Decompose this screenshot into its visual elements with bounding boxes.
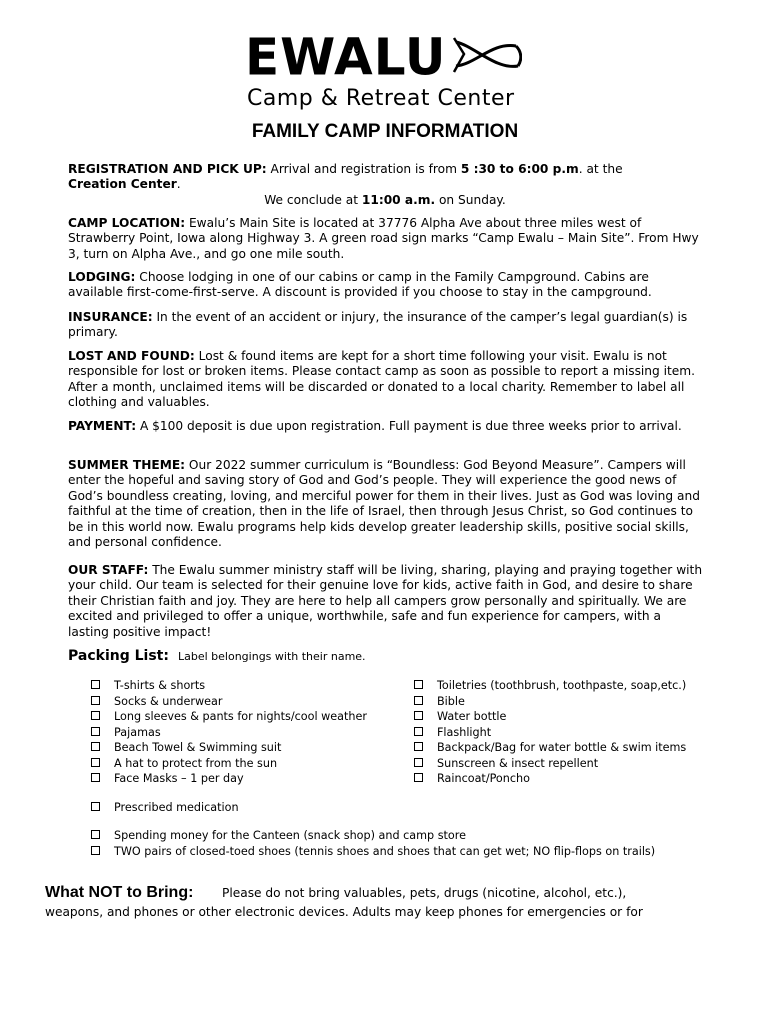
checkbox-icon <box>91 773 100 782</box>
lost-found-text: Lost & found items are kept for a short time following your visit. Ewalu is not responsible for lost or broken items. Please contact camp as soon as possible to report a missing item. After a month, unclaimed items will be discarded or donated to a local charity. Remember to label all clothing and valuables. <box>68 349 696 410</box>
list-item: Sunscreen & insect repellent <box>414 756 686 772</box>
checkbox-icon <box>91 846 100 855</box>
list-item: TWO pairs of closed-toed shoes (tennis shoes and shoes that can get wet; NO flip-flops on trails) <box>91 844 655 860</box>
fish-icon <box>452 36 522 78</box>
logo-wordmark: EWALU <box>245 27 447 87</box>
registration-text-3: . <box>176 177 181 192</box>
registration-section <box>68 162 704 193</box>
checkbox-icon <box>91 758 100 767</box>
theme-section <box>68 458 704 550</box>
lodging-text: Choose lodging in one of our cabins or camp in the Family Campground. Cabins are available first-come-first-serve. A discount is provided if you choose to stay in the campground. <box>68 270 652 300</box>
packing-list-subheading: Label belongings with their name. <box>178 650 366 663</box>
registration-label: REGISTRATION AND PICK UP: <box>68 162 267 176</box>
ewalu-logo <box>245 27 535 115</box>
checkbox-icon <box>414 696 423 705</box>
list-item: Flashlight <box>414 725 686 741</box>
payment-section <box>68 419 704 434</box>
location-section <box>68 216 704 262</box>
lost-found-section <box>68 349 704 411</box>
location-label: CAMP LOCATION: <box>68 216 186 230</box>
list-item: Water bottle <box>414 709 686 725</box>
conclude-text-1: We conclude at <box>264 193 362 207</box>
registration-place: Creation Center <box>68 177 177 192</box>
checkbox-icon <box>91 711 100 720</box>
insurance-section <box>68 310 704 341</box>
checkbox-icon <box>414 727 423 736</box>
checkbox-icon <box>414 711 423 720</box>
list-item-medication: Prescribed medication <box>91 800 239 816</box>
insurance-text: In the event of an accident or injury, the insurance of the camper’s legal guardian(s) is primary. <box>68 310 688 340</box>
list-item: Toiletries (toothbrush, toothpaste, soap,etc.) <box>414 678 686 694</box>
registration-text-1: Arrival and registration is from <box>266 162 461 176</box>
checkbox-icon <box>414 773 423 782</box>
list-item: Long sleeves & pants for nights/cool weather <box>91 709 367 725</box>
checkbox-icon <box>414 758 423 767</box>
checkbox-icon <box>91 830 100 839</box>
location-text: Ewalu’s Main Site is located at 37776 Alpha Ave about three miles west of Strawberry Point, Iowa along Highway 3. A green road sign marks “Camp Ewalu – Main Site”. From Hwy 3, turn on Alpha Ave., and go one mile south. <box>68 216 699 261</box>
staff-text: The Ewalu summer ministry staff will be living, sharing, playing and praying together with your child. Our team is selected for their genuine love for kids, active faith in God, and desire to share their Christian faith and joy. They are here to help all campers grow personally and spiritually. We are excited and privileged to offer a unique, worthwhile, safe and fun experience for campers, with a lasting positive impact! <box>68 563 703 639</box>
conclude-time: 11:00 a.m. <box>361 193 436 207</box>
list-item: Bible <box>414 694 686 710</box>
staff-section <box>68 563 704 640</box>
what-not-to-bring-text-1: Please do not bring valuables, pets, drugs (nicotine, alcohol, etc.), <box>222 886 627 900</box>
registration-time: 5 :30 to 6:00 p.m <box>460 162 579 176</box>
lodging-label: LODGING: <box>68 270 136 284</box>
theme-label: SUMMER THEME: <box>68 458 186 472</box>
page-title: FAMILY CAMP INFORMATION <box>251 121 519 142</box>
logo-subtitle: Camp & Retreat Center <box>247 86 515 111</box>
list-item: Spending money for the Canteen (snack shop) and camp store <box>91 828 655 844</box>
checkbox-icon <box>91 802 100 811</box>
lost-found-label: LOST AND FOUND: <box>68 349 195 363</box>
conclude-line <box>0 193 770 208</box>
theme-text: Our 2022 summer curriculum is “Boundless: God Beyond Measure”. Campers will enter the hopeful and saving story of God and God’s people. They will experience the good news of God’s boundless creating, loving, and merciful power for them in their lives. Just as God was loving and faithful at the time of creation, then in the life of Israel, then through Jesus Christ, so God continues to be in this world now. Ewalu programs help kids develop greater leadership skills, positive social skills, and personal confidence. <box>68 458 700 550</box>
checkbox-icon <box>414 742 423 751</box>
registration-text-2: . at the <box>578 162 623 176</box>
list-item: T-shirts & shorts <box>91 678 367 694</box>
staff-label: OUR STAFF: <box>68 563 149 577</box>
lodging-section <box>68 270 704 301</box>
packing-list-heading: Packing List: <box>68 648 169 664</box>
checkbox-icon <box>91 727 100 736</box>
list-item: Backpack/Bag for water bottle & swim items <box>414 740 686 756</box>
checkbox-icon <box>91 742 100 751</box>
list-item: Raincoat/Poncho <box>414 771 686 787</box>
checkbox-icon <box>91 696 100 705</box>
checkbox-icon <box>414 680 423 689</box>
checkbox-icon <box>91 680 100 689</box>
payment-label: PAYMENT: <box>68 419 137 433</box>
list-item: Pajamas <box>91 725 367 741</box>
list-item: Face Masks – 1 per day <box>91 771 367 787</box>
conclude-text-2: on Sunday. <box>435 193 506 207</box>
packing-list-right <box>414 678 686 787</box>
list-item: Socks & underwear <box>91 694 367 710</box>
packing-list-extra <box>91 828 655 859</box>
what-not-to-bring-heading: What NOT to Bring: <box>45 884 194 901</box>
what-not-to-bring-text-2: weapons, and phones or other electronic devices. Adults may keep phones for emergencies or for <box>45 905 643 919</box>
insurance-label: INSURANCE: <box>68 310 153 324</box>
payment-text: A $100 deposit is due upon registration. Full payment is due three weeks prior to arrival. <box>136 419 682 433</box>
packing-list-left <box>91 678 367 787</box>
list-item: A hat to protect from the sun <box>91 756 367 772</box>
list-item: Beach Towel & Swimming suit <box>91 740 367 756</box>
